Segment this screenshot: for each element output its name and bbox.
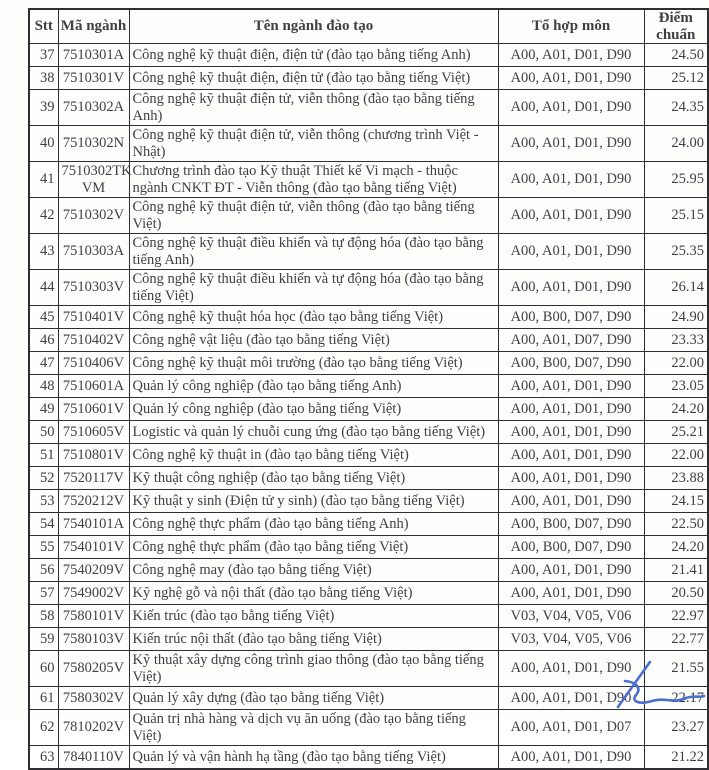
cell-major-code: 7510303V	[58, 270, 129, 306]
cell-subject-combination: A00, A01, D01, D90	[498, 582, 644, 605]
cell-stt: 51	[29, 444, 58, 467]
cell-stt: 47	[29, 352, 58, 375]
cell-major-name: Công nghệ kỹ thuật điện tử, viễn thông (đào tạo bằng tiếng Anh)	[129, 90, 498, 126]
cell-benchmark-score: 22.17	[644, 687, 708, 710]
cell-major-name: Công nghệ may (đào tạo bằng tiếng Việt)	[129, 559, 498, 582]
cell-major-code: 7510605V	[58, 421, 129, 444]
header-stt: Stt	[29, 9, 58, 44]
cell-benchmark-score: 24.15	[644, 490, 708, 513]
table-row	[29, 375, 708, 398]
cell-stt: 48	[29, 375, 58, 398]
cell-subject-combination: A00, A01, D01, D90	[498, 651, 644, 687]
cell-major-code: 7510401V	[58, 306, 129, 329]
table-row	[29, 270, 708, 306]
cell-stt: 60	[29, 651, 58, 687]
table-row	[29, 306, 708, 329]
table-row	[29, 67, 708, 90]
cell-major-name: Công nghệ thực phẩm (đào tạo bằng tiếng Việt)	[129, 536, 498, 559]
cell-subject-combination: V03, V04, V05, V06	[498, 628, 644, 651]
cell-benchmark-score: 22.77	[644, 628, 708, 651]
cell-major-code: 7549002V	[58, 582, 129, 605]
admission-scores-table	[28, 8, 709, 770]
cell-subject-combination: A00, A01, D01, D90	[498, 126, 644, 162]
cell-major-code: 7540101V	[58, 536, 129, 559]
cell-benchmark-score: 22.97	[644, 605, 708, 628]
cell-major-name: Chương trình đào tạo Kỹ thuật Thiết kế Vi mạch - thuộc ngành CNKT ĐT - Viễn thông (đào tạo bằng tiếng Việt)	[129, 162, 498, 198]
table-row	[29, 329, 708, 352]
cell-major-code: 7510303A	[58, 234, 129, 270]
cell-major-code: 7810202V	[58, 710, 129, 746]
cell-stt: 57	[29, 582, 58, 605]
cell-major-name: Kiến trúc nội thất (đào tạo bằng tiếng Việt)	[129, 628, 498, 651]
table-row	[29, 421, 708, 444]
cell-major-code: 7510302V	[58, 198, 129, 234]
cell-stt: 58	[29, 605, 58, 628]
cell-major-name: Công nghệ kỹ thuật điện, điện tử (đào tạo bằng tiếng Việt)	[129, 67, 498, 90]
signature-ink-strokes	[618, 662, 704, 707]
cell-stt: 52	[29, 467, 58, 490]
cell-stt: 45	[29, 306, 58, 329]
cell-subject-combination: A00, A01, D01, D90	[498, 375, 644, 398]
table-row	[29, 605, 708, 628]
cell-major-name: Quản trị nhà hàng và dịch vụ ăn uống (đào tạo bằng tiếng Việt)	[129, 710, 498, 746]
cell-stt: 39	[29, 90, 58, 126]
cell-major-name: Kỹ thuật xây dựng công trình giao thông (đào tạo bằng tiếng Việt)	[129, 651, 498, 687]
cell-major-code: 7510301A	[58, 44, 129, 67]
cell-benchmark-score: 23.88	[644, 467, 708, 490]
cell-benchmark-score: 24.20	[644, 398, 708, 421]
cell-subject-combination: A00, A01, D01, D90	[498, 559, 644, 582]
cell-major-code: 7540209V	[58, 559, 129, 582]
cell-subject-combination: A00, A01, D01, D90	[498, 421, 644, 444]
cell-stt: 63	[29, 746, 58, 770]
cell-major-code: 7580302V	[58, 687, 129, 710]
cell-benchmark-score: 24.50	[644, 44, 708, 67]
cell-major-name: Kỹ nghệ gỗ và nội thất (đào tạo bằng tiếng Việt)	[129, 582, 498, 605]
cell-subject-combination: A00, B00, D07, D90	[498, 513, 644, 536]
cell-benchmark-score: 21.41	[644, 559, 708, 582]
cell-benchmark-score: 23.33	[644, 329, 708, 352]
cell-subject-combination: A00, A01, D01, D07	[498, 710, 644, 746]
cell-stt: 53	[29, 490, 58, 513]
cell-subject-combination: A00, A01, D01, D90	[498, 162, 644, 198]
cell-stt: 54	[29, 513, 58, 536]
table-row	[29, 90, 708, 126]
cell-subject-combination: A00, A01, D01, D90	[498, 270, 644, 306]
table-row	[29, 352, 708, 375]
cell-stt: 49	[29, 398, 58, 421]
cell-benchmark-score: 21.55	[644, 651, 708, 687]
cell-stt: 44	[29, 270, 58, 306]
cell-major-code: 7580101V	[58, 605, 129, 628]
cell-major-code: 7510801V	[58, 444, 129, 467]
cell-stt: 56	[29, 559, 58, 582]
cell-major-code: 7510601A	[58, 375, 129, 398]
cell-stt: 38	[29, 67, 58, 90]
cell-major-name: Công nghệ thực phẩm (đào tạo bằng tiếng Anh)	[129, 513, 498, 536]
cell-stt: 42	[29, 198, 58, 234]
cell-subject-combination: A00, A01, D01, D90	[498, 467, 644, 490]
cell-subject-combination: A00, B00, D07, D90	[498, 352, 644, 375]
cell-major-code: 7540101A	[58, 513, 129, 536]
table-row	[29, 162, 708, 198]
cell-stt: 61	[29, 687, 58, 710]
cell-stt: 43	[29, 234, 58, 270]
cell-major-code: 7520212V	[58, 490, 129, 513]
cell-benchmark-score: 25.12	[644, 67, 708, 90]
cell-benchmark-score: 22.50	[644, 513, 708, 536]
cell-stt: 62	[29, 710, 58, 746]
table-header-row	[29, 9, 708, 44]
cell-subject-combination: A00, A01, D01, D90	[498, 398, 644, 421]
cell-major-name: Quản lý công nghiệp (đào tạo bằng tiếng Anh)	[129, 375, 498, 398]
table-row	[29, 746, 708, 770]
cell-subject-combination: A00, A01, D01, D90	[498, 490, 644, 513]
header-combo: Tổ hợp môn	[498, 9, 644, 44]
header-score: Điểm chuẩn	[644, 9, 708, 44]
cell-major-name: Công nghệ kỹ thuật điện tử, viễn thông (đào tạo bằng tiếng Việt)	[129, 198, 498, 234]
cell-stt: 55	[29, 536, 58, 559]
cell-subject-combination: A00, A01, D01, D90	[498, 444, 644, 467]
cell-subject-combination: A00, A01, D01, D90	[498, 746, 644, 770]
table-row	[29, 398, 708, 421]
cell-benchmark-score: 24.00	[644, 126, 708, 162]
cell-major-name: Công nghệ kỹ thuật môi trường (đào tạo bằng tiếng Việt)	[129, 352, 498, 375]
cell-major-name: Công nghệ kỹ thuật in (đào tạo bằng tiếng Việt)	[129, 444, 498, 467]
table-row	[29, 559, 708, 582]
signature-mark	[598, 660, 708, 716]
table-row	[29, 536, 708, 559]
cell-major-name: Công nghệ vật liệu (đào tạo bằng tiếng Việt)	[129, 329, 498, 352]
cell-major-code: 7510406V	[58, 352, 129, 375]
cell-benchmark-score: 23.27	[644, 710, 708, 746]
cell-major-name: Công nghệ kỹ thuật điều khiển và tự động hóa (đào tạo bằng tiếng Việt)	[129, 270, 498, 306]
cell-benchmark-score: 26.14	[644, 270, 708, 306]
cell-major-name: Kỹ thuật công nghiệp (đào tạo bằng tiếng Việt)	[129, 467, 498, 490]
cell-major-code: 7580205V	[58, 651, 129, 687]
cell-benchmark-score: 23.05	[644, 375, 708, 398]
cell-subject-combination: A00, B00, D07, D90	[498, 536, 644, 559]
table-row	[29, 444, 708, 467]
cell-benchmark-score: 25.95	[644, 162, 708, 198]
header-code: Mã ngành	[58, 9, 129, 44]
cell-benchmark-score: 24.35	[644, 90, 708, 126]
cell-major-name: Công nghệ kỹ thuật điều khiển và tự động hóa (đào tạo bằng tiếng Anh)	[129, 234, 498, 270]
cell-subject-combination: A00, B00, D07, D90	[498, 306, 644, 329]
cell-subject-combination: A00, A01, D01, D90	[498, 67, 644, 90]
table-row	[29, 44, 708, 67]
cell-benchmark-score: 21.22	[644, 746, 708, 770]
cell-stt: 41	[29, 162, 58, 198]
cell-subject-combination: A00, A01, D01, D90	[498, 90, 644, 126]
cell-subject-combination: A00, A01, D01, D90	[498, 234, 644, 270]
cell-major-code: 7510302TK VM	[58, 162, 129, 198]
cell-major-code: 7580103V	[58, 628, 129, 651]
cell-stt: 46	[29, 329, 58, 352]
cell-stt: 40	[29, 126, 58, 162]
cell-benchmark-score: 25.15	[644, 198, 708, 234]
cell-benchmark-score: 22.00	[644, 352, 708, 375]
cell-major-name: Logistic và quản lý chuỗi cung ứng (đào tạo bằng tiếng Việt)	[129, 421, 498, 444]
cell-subject-combination: V03, V04, V05, V06	[498, 605, 644, 628]
cell-benchmark-score: 25.35	[644, 234, 708, 270]
cell-major-name: Công nghệ kỹ thuật điện, điện tử (đào tạo bằng tiếng Anh)	[129, 44, 498, 67]
cell-major-name: Kỹ thuật y sinh (Điện tử y sinh) (đào tạo bằng tiếng Việt)	[129, 490, 498, 513]
cell-major-name: Quản lý xây dựng (đào tạo bằng tiếng Việt)	[129, 687, 498, 710]
cell-major-code: 7510302N	[58, 126, 129, 162]
cell-subject-combination: A00, A01, D01, D90	[498, 198, 644, 234]
cell-major-name: Công nghệ kỹ thuật hóa học (đào tạo bằng tiếng Việt)	[129, 306, 498, 329]
cell-major-name: Quản lý và vận hành hạ tầng (đào tạo bằng tiếng Việt)	[129, 746, 498, 770]
cell-subject-combination: A00, A01, D01, D90	[498, 44, 644, 67]
table-row	[29, 490, 708, 513]
cell-benchmark-score: 24.90	[644, 306, 708, 329]
table-row	[29, 467, 708, 490]
cell-major-code: 7510402V	[58, 329, 129, 352]
cell-stt: 37	[29, 44, 58, 67]
cell-major-code: 7840110V	[58, 746, 129, 770]
cell-benchmark-score: 24.20	[644, 536, 708, 559]
cell-benchmark-score: 22.00	[644, 444, 708, 467]
table-row	[29, 126, 708, 162]
table-row	[29, 582, 708, 605]
cell-major-code: 7520117V	[58, 467, 129, 490]
cell-stt: 59	[29, 628, 58, 651]
table-row	[29, 513, 708, 536]
cell-major-code: 7510601V	[58, 398, 129, 421]
cell-benchmark-score: 20.50	[644, 582, 708, 605]
cell-major-name: Công nghệ kỹ thuật điện tử, viễn thông (chương trình Việt - Nhật)	[129, 126, 498, 162]
cell-major-code: 7510302A	[58, 90, 129, 126]
table-row	[29, 628, 708, 651]
table-row	[29, 234, 708, 270]
table-row	[29, 198, 708, 234]
cell-subject-combination: A00, A01, D07, D90	[498, 329, 644, 352]
header-name: Tên ngành đào tạo	[129, 9, 498, 44]
cell-major-name: Quản lý công nghiệp (đào tạo bằng tiếng Việt)	[129, 398, 498, 421]
cell-subject-combination: A00, A01, D01, D90	[498, 687, 644, 710]
cell-major-name: Kiến trúc (đào tạo bằng tiếng Việt)	[129, 605, 498, 628]
cell-stt: 50	[29, 421, 58, 444]
cell-major-code: 7510301V	[58, 67, 129, 90]
cell-benchmark-score: 25.21	[644, 421, 708, 444]
